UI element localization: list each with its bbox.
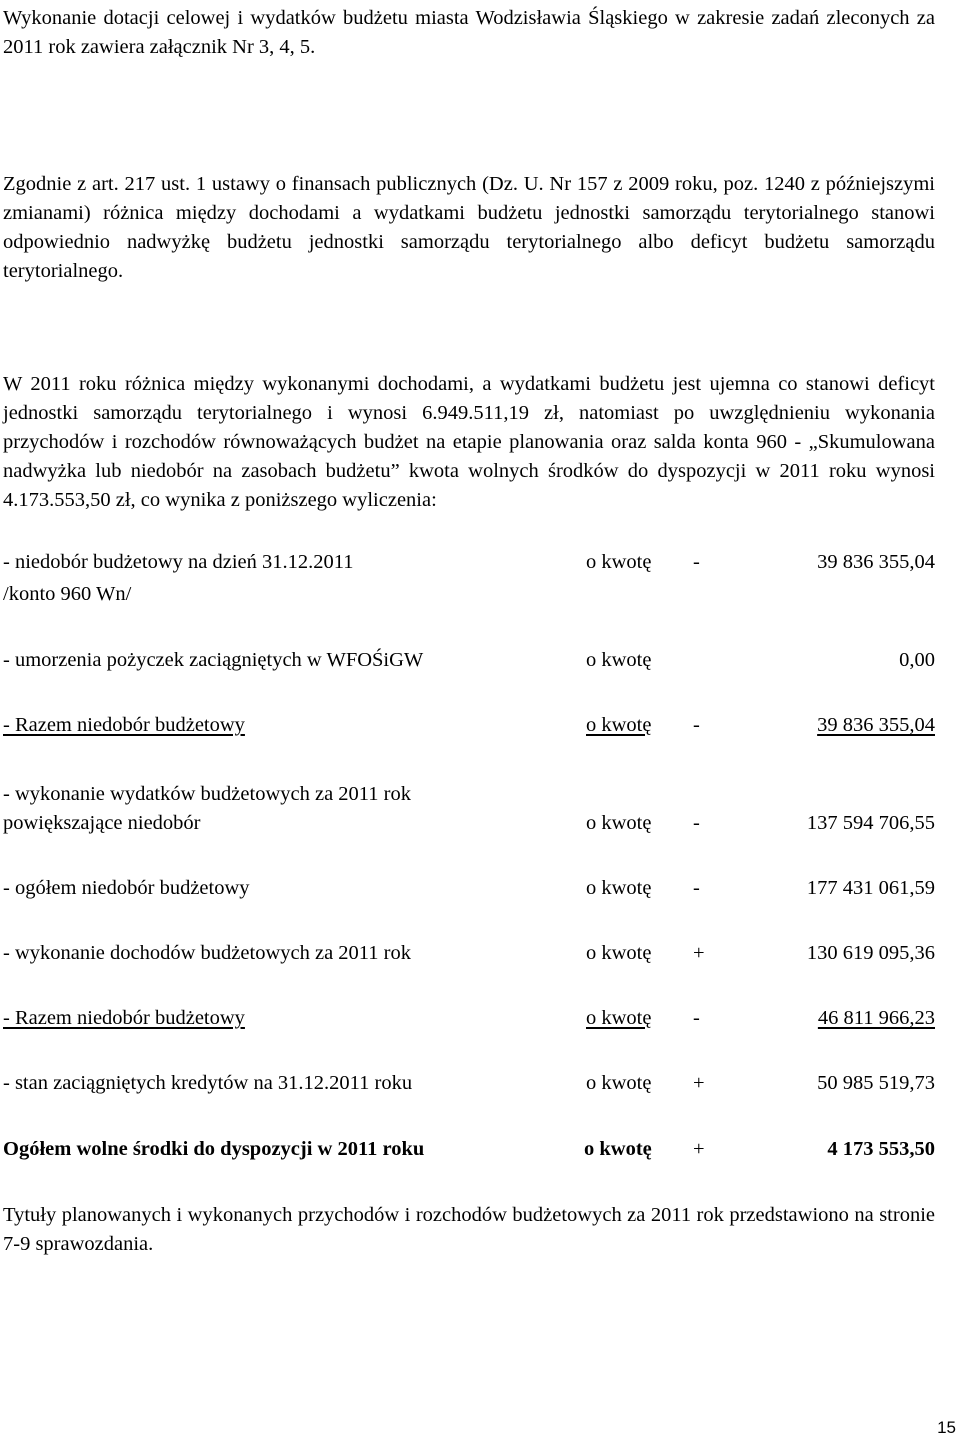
row-label: - wykonanie wydatków budżetowych za 2011 rok — [3, 783, 411, 805]
row-amount: 0,00 — [899, 649, 935, 671]
row-label: - Razem niedobór budżetowy — [3, 1007, 245, 1029]
calc-row-umorzenia — [3, 645, 935, 675]
calc-row-dochody — [3, 938, 935, 968]
page-number: 15 — [937, 1418, 956, 1437]
row-label: - umorzenia pożyczek zaciągniętych w WFOŚiGW — [3, 649, 424, 671]
paragraph-dotacje: Wykonanie dotacji celowej i wydatków budżetu miasta Wodzisławia Śląskiego w zakresie zadań zleconych za 2011 rok zawiera załącznik Nr 3, 4, 5. — [3, 7, 935, 58]
row-amount: 39 836 355,04 — [817, 551, 935, 573]
calc-row-wydatki-a — [3, 779, 935, 809]
row-amount: 177 431 061,59 — [806, 877, 935, 899]
row-kwota: o kwotę — [586, 812, 652, 834]
row-label: - niedobór budżetowy na dzień 31.12.2011 — [3, 551, 354, 573]
row-amount: 39 836 355,04 — [817, 714, 935, 736]
row-label: powiększające niedobór — [3, 812, 201, 834]
row-sign: + — [693, 942, 705, 964]
row-amount: 50 985 519,73 — [817, 1072, 935, 1094]
row-kwota: o kwotę — [586, 714, 652, 736]
row-sign: - — [693, 877, 700, 899]
row-kwota: o kwotę — [586, 1007, 652, 1029]
row-sign: - — [693, 812, 700, 834]
row-label: - stan zaciągniętych kredytów na 31.12.2011 roku — [3, 1072, 413, 1094]
row-label: - Razem niedobór budżetowy — [3, 714, 245, 736]
paragraph-ustawa: Zgodnie z art. 217 ust. 1 ustawy o finansach publicznych (Dz. U. Nr 157 z 2009 roku, poz. 1240 z późniejszymi zmianami) różnica między dochodami a wydatkami budżetu jednostki samorządu terytorialnego stanowi odpowiednio nadwyżkę budżetu jednostki samorządu terytorialnego albo deficyt budżetu samorządu terytorialnego. — [3, 173, 935, 282]
row-amount: 130 619 095,36 — [806, 942, 935, 964]
row-amount: 4 173 553,50 — [827, 1138, 935, 1160]
row-label: - wykonanie dochodów budżetowych za 2011 rok — [3, 942, 411, 964]
row-sign: - — [693, 1007, 700, 1029]
calc-row-ogolem-niedobor — [3, 873, 935, 903]
row-label: Ogółem wolne środki do dyspozycji w 2011 roku — [3, 1138, 425, 1160]
row-sign: + — [693, 1138, 705, 1160]
calc-row-razem-1 — [3, 710, 935, 740]
calc-row-kredyty — [3, 1068, 935, 1098]
row-kwota: o kwotę — [586, 1072, 652, 1094]
row-kwota: o kwotę — [586, 551, 652, 573]
row-label: /konto 960 Wn/ — [3, 583, 132, 605]
row-amount: 137 594 706,55 — [806, 812, 935, 834]
row-sign: - — [693, 551, 700, 573]
paragraph-deficyt: W 2011 roku różnica między wykonanymi dochodami, a wydatkami budżetu jest ujemna co stanowi deficyt jednostki samorządu terytorialnego i wynosi 6.949.511,19 zł, natomiast po uwzględnieniu wykonania przychodów i rozchodów równoważących budżet na etapie planowania oraz salda konta 960 - „Skumulowana nadwyżka lub niedobór na zasobach budżetu” kwota wolnych środków do dyspozycji w 2011 roku wynosi 4.173.553,50 zł, co wynika z poniższego wyliczenia: — [3, 373, 935, 511]
calc-row-wydatki — [3, 808, 935, 838]
row-kwota: o kwotę — [584, 1138, 652, 1160]
calc-row-wolne-srodki — [3, 1134, 935, 1164]
row-amount: 46 811 966,23 — [817, 1007, 935, 1029]
row-kwota: o kwotę — [586, 649, 652, 671]
paragraph-tytuly: Tytuły planowanych i wykonanych przychodów i rozchodów budżetowych za 2011 rok przedstawiono na stronie 7-9 sprawozdania. — [3, 1204, 935, 1255]
calc-row-razem-2 — [3, 1003, 935, 1033]
row-sign: + — [693, 1072, 705, 1094]
row-sign: - — [693, 714, 700, 736]
row-label: - ogółem niedobór budżetowy — [3, 877, 250, 899]
calc-row-konto — [3, 579, 935, 609]
row-kwota: o kwotę — [586, 942, 652, 964]
row-kwota: o kwotę — [586, 877, 652, 899]
calc-row-niedobor — [3, 547, 935, 577]
